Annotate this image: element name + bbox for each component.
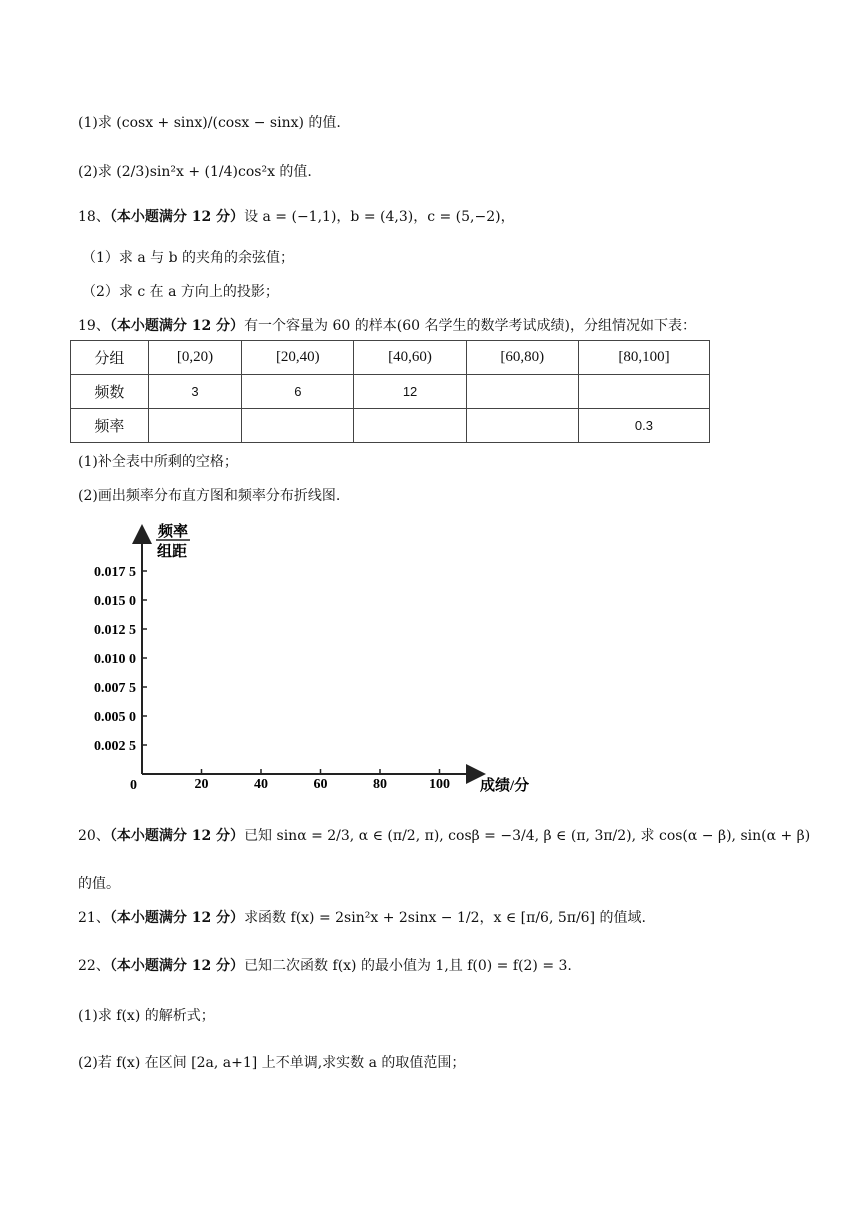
q20-tail: 的值。	[78, 876, 120, 892]
y-axis-label-bottom: 组距	[157, 544, 188, 560]
q20-score: （本小题满分 12 分）	[109, 828, 245, 844]
y-tick-label: 0.017 5	[94, 565, 136, 580]
table-cell: 6	[242, 375, 354, 409]
x-tick-label: 40	[254, 777, 268, 792]
q22-text: 已知二次函数 f(x) 的最小值为 1,且 f(0) = f(2) = 3.	[244, 958, 572, 974]
q18-text: 设 a = (−1,1)，b = (4,3)，c = (5,−2)，	[244, 209, 515, 225]
table-cell: [80,100]	[578, 341, 709, 375]
q22-part1: (1)求 f(x) 的解析式；	[78, 1008, 215, 1024]
q19-part1: (1)补全表中所剩的空格；	[78, 454, 238, 470]
table-cell: [60,80)	[466, 341, 578, 375]
table-cell: [0,20)	[148, 341, 241, 375]
q20-text: 已知 sinα = 2/3, α ∈ (π/2, π), cosβ = −3/4, β ∈ (π, 3π/2), 求 cos(α − β), sin(α + β)	[244, 828, 811, 844]
q18-part1: （1）求 a 与 b 的夹角的余弦值；	[82, 250, 295, 266]
y-tick-label: 0.015 0	[94, 594, 136, 609]
table-cell: 3	[148, 375, 241, 409]
x-axis-label: 成绩/分	[480, 778, 530, 794]
y-tick-label: 0.010 0	[94, 652, 136, 667]
x-tick-label: 60	[313, 777, 328, 792]
q20-stem	[78, 826, 810, 846]
q21-score: （本小题满分 12 分）	[109, 910, 245, 926]
q22-stem	[78, 956, 572, 976]
y-tick-label: 0.007 5	[94, 681, 136, 696]
q18-number: 18、	[78, 209, 110, 225]
q21-stem	[78, 908, 646, 928]
y-tick-label: 0.012 5	[94, 623, 136, 638]
q17-part2: (2)求 (2/3)sin²x + (1/4)cos²x 的值.	[78, 164, 312, 180]
table-cell: 12	[354, 375, 466, 409]
q21-text: 求函数 f(x) = 2sin²x + 2sinx − 1/2，x ∈ [π/6, 5π/6] 的值域.	[244, 910, 646, 926]
q22-number: 22、	[78, 958, 110, 974]
table-cell: [20,40)	[242, 341, 354, 375]
q22-score: （本小题满分 12 分）	[109, 958, 245, 974]
q20-number: 20、	[78, 828, 110, 844]
y-tick-label: 0.002 5	[94, 739, 136, 754]
q19-score: （本小题满分 12 分）	[109, 318, 245, 334]
q22-part2: (2)若 f(x) 在区间 [2a, a+1] 上不单调,求实数 a 的取值范围；	[78, 1055, 466, 1071]
table-cell: 频数	[71, 375, 149, 409]
q19-part2: (2)画出频率分布直方图和频率分布折线图.	[78, 488, 341, 504]
y-ticks	[94, 565, 147, 754]
q21-number: 21、	[78, 910, 110, 926]
q19-number: 19、	[78, 318, 110, 334]
y-tick-label: 0.005 0	[94, 710, 136, 725]
table-cell: [40,60)	[354, 341, 466, 375]
table-cell: 分组	[71, 341, 149, 375]
table-cell: 频率	[71, 409, 149, 443]
q17-part1: (1)求 (cosx + sinx)/(cosx − sinx) 的值.	[78, 115, 341, 131]
x-ticks	[195, 769, 451, 792]
x-tick-label: 100	[429, 777, 450, 792]
q18-score: （本小题满分 12 分）	[109, 209, 245, 225]
x-tick-label: 20	[194, 777, 209, 792]
y-axis-label-top: 频率	[158, 524, 189, 540]
x-tick-label: 80	[373, 777, 387, 792]
q19-text: 有一个容量为 60 的样本(60 名学生的数学考试成绩)，分组情况如下表：	[244, 318, 696, 334]
table-cell: 0.3	[578, 409, 709, 443]
q18-part2: （2）求 c 在 a 方向上的投影；	[82, 284, 279, 300]
origin-label: 0	[130, 778, 137, 793]
